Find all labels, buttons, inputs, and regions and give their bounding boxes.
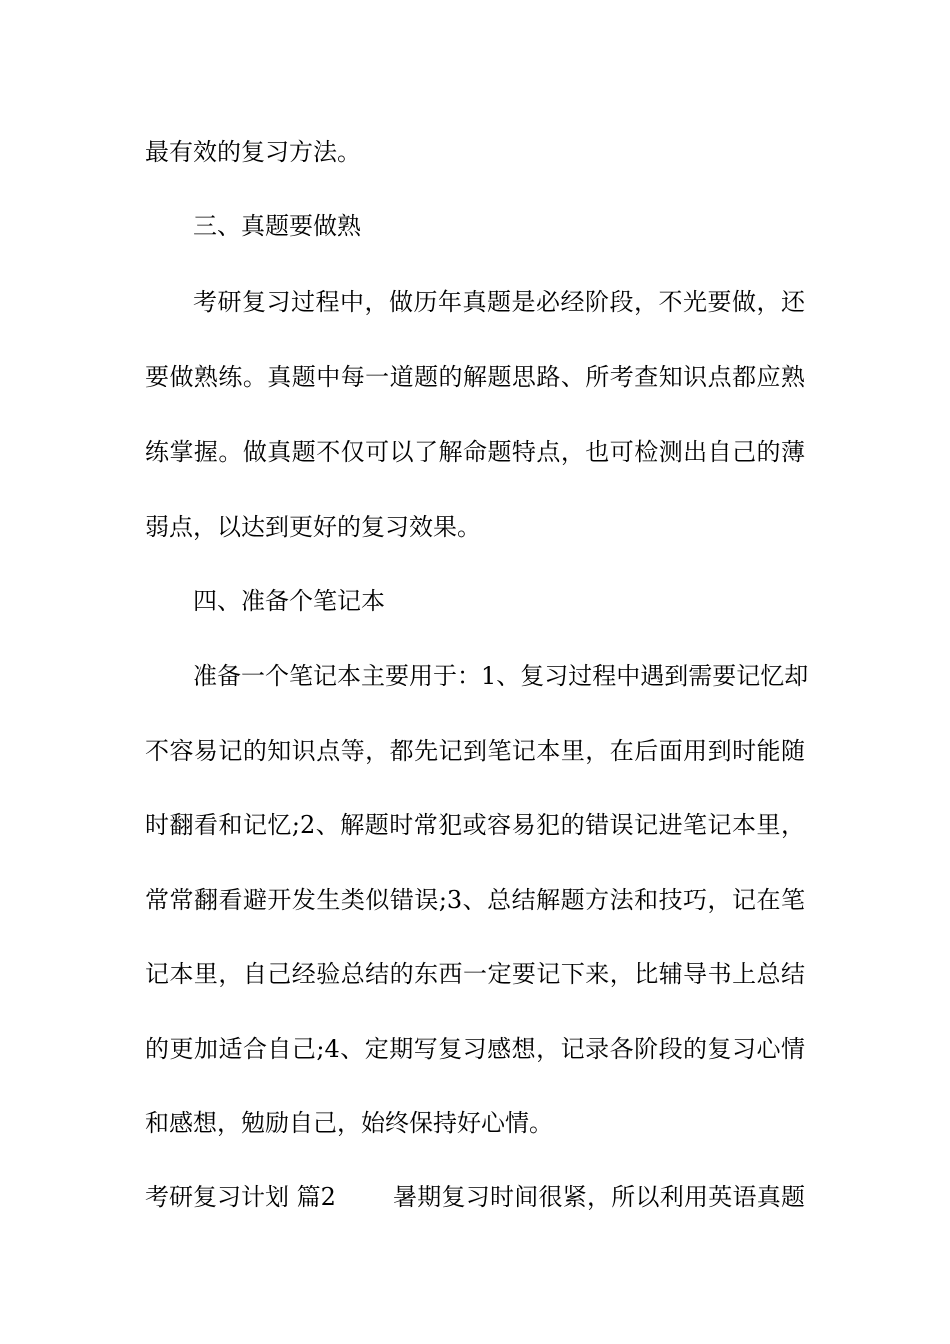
paragraph-line: 考研复习过程中，做历年真题是必经阶段，不光要做，还 xyxy=(193,288,805,316)
paragraph-line: 准备一个笔记本主要用于：1、复习过程中遇到需要记忆却 xyxy=(193,662,809,690)
paragraph-line: 弱点，以达到更好的复习效果。 xyxy=(145,513,481,541)
section-title: 考研复习计划 篇2 xyxy=(145,1183,336,1211)
section-heading-three: 三、真题要做熟 xyxy=(193,212,361,240)
paragraph-line: 不容易记的知识点等，都先记到笔记本里，在后面用到时能随 xyxy=(145,737,805,765)
paragraph-line: 和感想，勉励自己，始终保持好心情。 xyxy=(145,1109,553,1137)
section-heading-four: 四、准备个笔记本 xyxy=(193,587,385,615)
paragraph-line: 练掌握。做真题不仅可以了解命题特点，也可检测出自己的薄 xyxy=(145,438,805,466)
paragraph-line: 记本里，自己经验总结的东西一定要记下来，比辅导书上总结 xyxy=(145,960,805,988)
paragraph-line: 最有效的复习方法。 xyxy=(145,138,361,166)
paragraph-line: 要做熟练。真题中每一道题的解题思路、所考查知识点都应熟 xyxy=(145,363,805,391)
paragraph-line: 的更加适合自己;4、定期写复习感想，记录各阶段的复习心情 xyxy=(145,1035,805,1063)
paragraph-line: 时翻看和记忆;2、解题时常犯或容易犯的错误记进笔记本里， xyxy=(145,811,805,839)
section-intro: 暑期复习时间很紧，所以利用英语真题 xyxy=(393,1183,805,1211)
paragraph-line: 常常翻看避开发生类似错误;3、总结解题方法和技巧，记在笔 xyxy=(145,886,805,914)
